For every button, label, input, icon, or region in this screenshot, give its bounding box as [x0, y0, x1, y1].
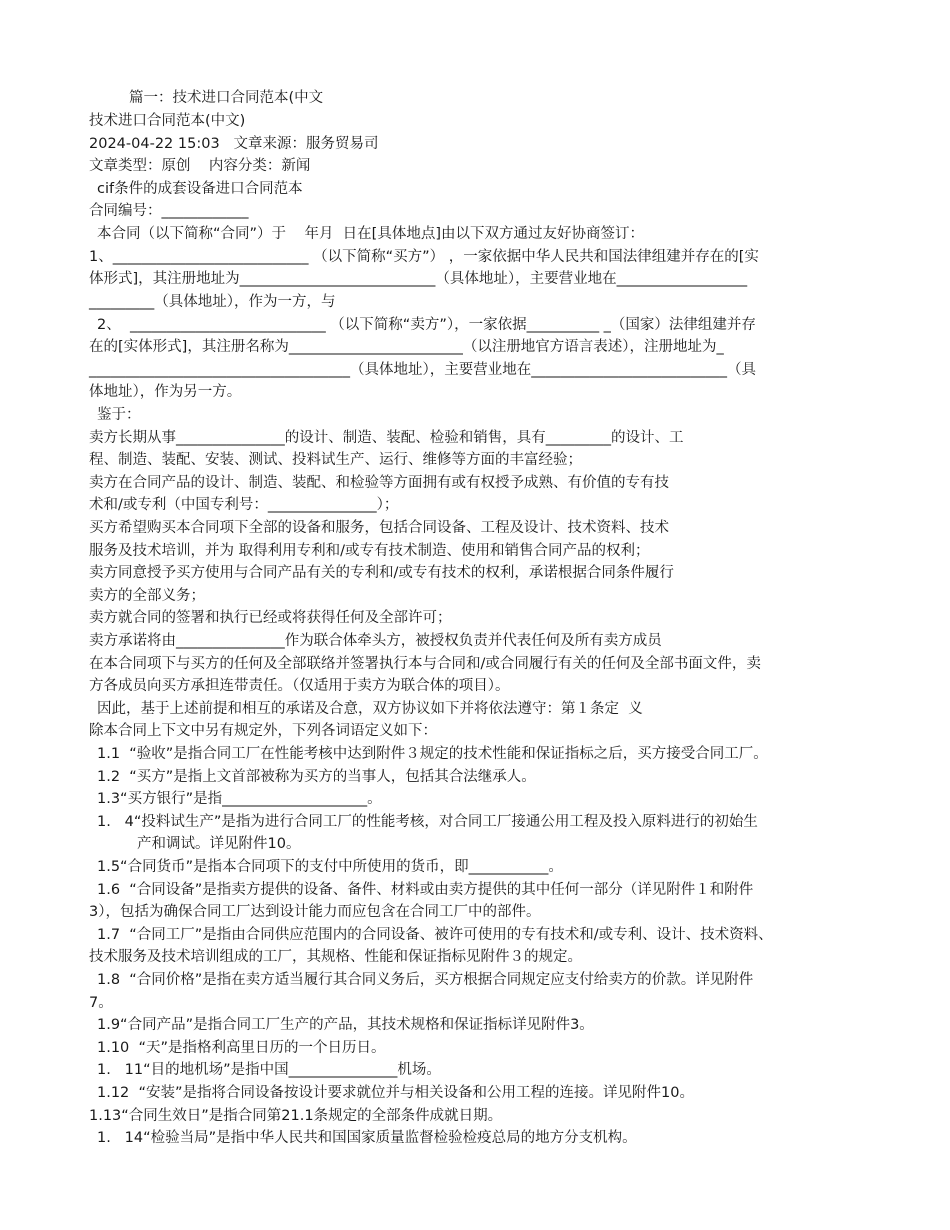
clause-line: 1.9“合同产品”是指合同工厂生产的产品，其技术规格和保证指标详见附件3。 — [97, 1017, 594, 1033]
seller-party-line: ____________________________________（具体地址），主要营业地在___________________________（具 — [89, 362, 756, 378]
contract-number: 合同编号：____________ — [89, 203, 249, 219]
contract-title: cif条件的成套设备进口合同范本 — [97, 181, 303, 197]
document-title: 技术进口合同范本(中文) — [89, 113, 246, 129]
whereas-line: 卖方的全部义务； — [89, 588, 205, 604]
clause-line: 1.1 “验收”是指合同工厂在性能考核中达到附件３规定的技术性能和保证指标之后，买方接受合同工厂。 — [97, 746, 768, 762]
whereas-line: 术和/或专利（中国专利号：_______________）； — [89, 497, 399, 513]
clause-line: 1.3“买方银行”是指____________________。 — [97, 791, 382, 807]
buyer-party-line: _________（具体地址），作为一方，与 — [89, 294, 336, 310]
clause-line: 1.7 “合同工厂”是指由合同供应范围内的合同设备、被许可使用的专有技术和/或专利、设计、技术资料、 — [97, 927, 773, 943]
whereas-line: 买方希望购买本合同项下全部的设备和服务，包括合同设备、工程及设计、技术资料、技术 — [89, 520, 669, 536]
clause-line: 1. 14“检验当局”是指中华人民共和国国家质量监督检验检疫总局的地方分支机构。 — [97, 1130, 637, 1146]
whereas-line: 卖方同意授予买方使用与合同产品有关的专利和/或专有技术的权利，承诺根据合同条件履行 — [89, 565, 674, 581]
clause-line: 产和调试。详见附件10。 — [137, 836, 301, 852]
clause-line: 1.12 “安装”是指将合同设备按设计要求就位并与相关设备和公用工程的连接。详见附件10。 — [97, 1085, 694, 1101]
buyer-party-line: 体形式]，其注册地址为___________________________（具体地址），主要营业地在__________________ — [89, 271, 748, 287]
whereas-line: 服务及技术培训，并为 取得利用专利和/或专有技术制造、使用和销售合同产品的权利； — [89, 543, 650, 559]
clause-line: 1.10 “天”是指格利高里日历的一个日历日。 — [97, 1040, 386, 1056]
whereas-line: 方各成员向买方承担连带责任。（仅适用于卖方为联合体的项目）。 — [89, 678, 510, 694]
clause-line: 7。 — [89, 995, 113, 1011]
seller-party-line: 在的[实体形式]，其注册名称为________________________（以注册地官方语言表述），注册地址为_ — [89, 339, 724, 355]
clause-line: 1.2 “买方”是指上文首部被称为买方的当事人，包括其合法继承人。 — [97, 769, 536, 785]
meta-date-source: 2024-04-22 15:03 文章来源：服务贸易司 — [89, 136, 379, 152]
seller-party-line: 2、 ___________________________ （以下简称“卖方”），一家依据__________ _（国家）法律组建并存 — [97, 317, 756, 333]
whereas-line: 程、制造、装配、安装、测试、投料试生产、运行、维修等方面的丰富经验； — [89, 452, 582, 468]
whereas-heading: 鉴于： — [97, 407, 141, 423]
clause-line: 1.13“合同生效日”是指合同第21.1条规定的全部条件成就日期。 — [89, 1108, 503, 1124]
whereas-line: 卖方长期从事_______________的设计、制造、装配、检验和销售，具有_________的设计、工 — [89, 430, 684, 446]
seller-party-line: 体地址），作为另一方。 — [89, 384, 242, 400]
preamble-line: 本合同（以下简称“合同”）于 年月 日在[具体地点]由以下双方通过友好协商签订： — [97, 226, 644, 242]
definitions-intro: 除本合同上下文中另有规定外，下列各词语定义如下： — [89, 723, 437, 739]
buyer-party-line: 1、___________________________ （以下简称“买方”） ，一家依据中华人民共和国法律组建并存在的[实 — [89, 249, 759, 265]
clause-line: 3），包括为确保合同工厂达到设计能力而应包含在合同工厂中的部件。 — [89, 904, 541, 920]
clause-line: 技术服务及技术培训组成的工厂，其规格、性能和保证指标见附件３的规定。 — [89, 949, 582, 965]
whereas-line: 卖方在合同产品的设计、制造、装配、和检验等方面拥有或有权授予成熟、有价值的专有技 — [89, 475, 669, 491]
section-heading: 篇一：技术进口合同范本(中文 — [129, 90, 324, 106]
clause-line: 1.5“合同货币”是指本合同项下的支付中所使用的货币，即___________。 — [97, 859, 563, 875]
article-1-heading: 因此，基于上述前提和相互的承诺及合意，双方协议如下并将依法遵守：第１条定 义 — [97, 701, 643, 717]
meta-type-category: 文章类型：原创 内容分类：新闻 — [89, 158, 311, 174]
clause-line: 1. 4“投料试生产”是指为进行合同工厂的性能考核，对合同工厂接通公用工程及投入原料进行的初始生 — [97, 814, 758, 830]
whereas-line: 卖方承诺将由_______________作为联合体牵头方，被授权负责并代表任何及所有卖方成员 — [89, 633, 662, 649]
clause-line: 1. 11“目的地机场”是指中国_______________机场。 — [97, 1062, 441, 1078]
whereas-line: 卖方就合同的签署和执行已经或将获得任何及全部许可； — [89, 610, 452, 626]
whereas-line: 在本合同项下与买方的任何及全部联络并签署执行本与合同和/或合同履行有关的任何及全部书面文件，卖 — [89, 656, 761, 672]
clause-line: 1.8 “合同价格”是指在卖方适当履行其合同义务后，买方根据合同规定应支付给卖方的价款。详见附件 — [97, 972, 754, 988]
clause-line: 1.6 “合同设备”是指卖方提供的设备、备件、材料或由卖方提供的其中任何一部分（详见附件１和附件 — [97, 882, 754, 898]
